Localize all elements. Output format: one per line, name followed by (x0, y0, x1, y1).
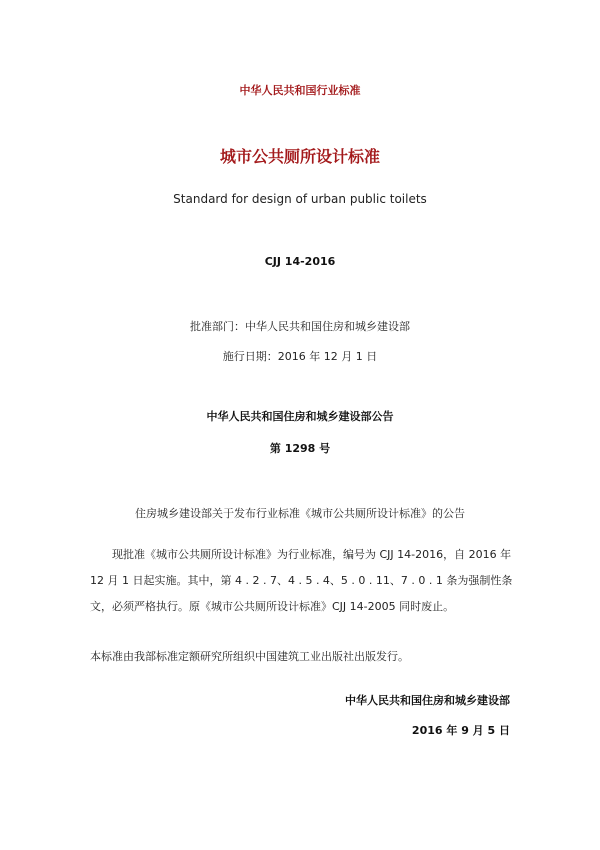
announcement-paragraph-1 (90, 542, 515, 620)
paragraph-line: 本标准由我部标准定额研究所组织中国建筑工业出版社出版发行。 (90, 650, 409, 663)
paragraph-line: 12 月 1 日起实施。其中，第 4 . 2 . 7、4 . 5 . 4、5 . 0 . 11、7 . 0 . 1 条为强制性条 (90, 574, 513, 587)
effective-date: 施行日期：2016 年 12 月 1 日 (222, 350, 378, 363)
issue-date: 2016 年 9 月 5 日 (411, 724, 510, 737)
announcement-paragraph-2 (90, 644, 515, 670)
announcement-number: 第 1298 号 (269, 442, 331, 455)
paragraph-line: 现批准《城市公共厕所设计标准》为行业标准，编号为 CJJ 14-2016，自 2016 年 (112, 548, 512, 561)
standard-category-label: 中华人民共和国行业标准 (239, 84, 361, 97)
english-title: Standard for design of urban public toilets (173, 192, 427, 206)
issuing-authority: 中华人民共和国住房和城乡建设部 (345, 694, 510, 707)
notice-heading: 住房城乡建设部关于发布行业标准《城市公共厕所设计标准》的公告 (135, 507, 465, 520)
document-title: 城市公共厕所设计标准 (219, 147, 380, 166)
approval-department: 批准部门：中华人民共和国住房和城乡建设部 (190, 320, 410, 333)
paragraph-line: 文，必须严格执行。原《城市公共厕所设计标准》CJJ 14-2005 同时废止。 (90, 600, 455, 613)
standard-code: CJJ 14-2016 (264, 255, 336, 268)
announcement-title: 中华人民共和国住房和城乡建设部公告 (206, 410, 394, 423)
